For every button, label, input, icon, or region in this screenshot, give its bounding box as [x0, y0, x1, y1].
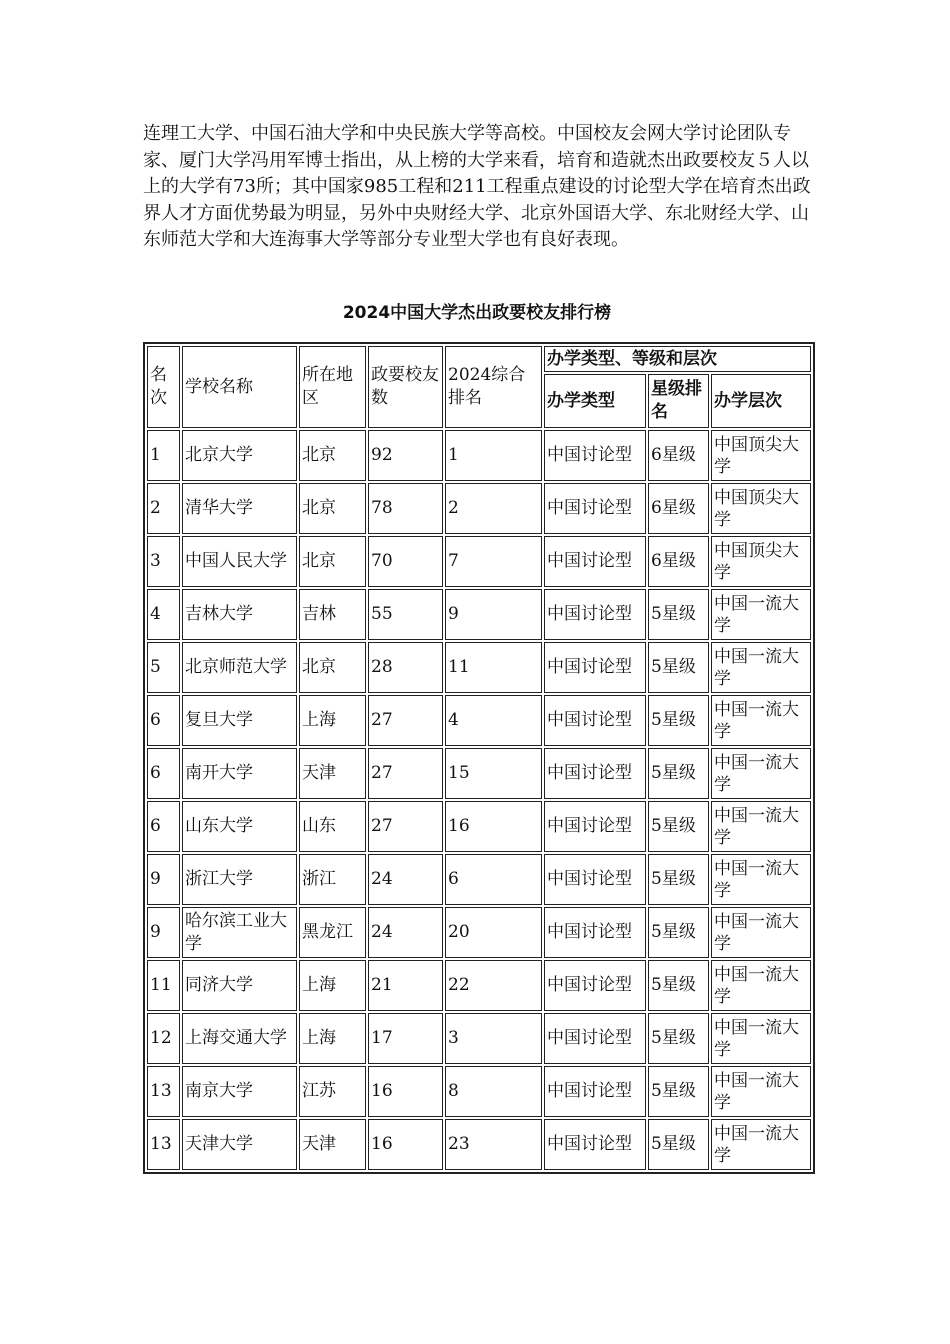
table-body	[147, 430, 811, 1170]
cell-overall: 15	[445, 748, 542, 799]
cell-region: 天津	[299, 748, 366, 799]
table-row	[147, 1066, 811, 1117]
cell-type: 中国讨论型	[544, 1119, 646, 1170]
cell-overall: 1	[445, 430, 542, 481]
header-overall: 2024综合排名	[445, 346, 542, 428]
cell-rank: 13	[147, 1119, 180, 1170]
cell-star: 5星级	[648, 960, 709, 1011]
cell-overall: 22	[445, 960, 542, 1011]
cell-name: 复旦大学	[182, 695, 297, 746]
table-row	[147, 907, 811, 958]
cell-name: 哈尔滨工业大学	[182, 907, 297, 958]
cell-star: 5星级	[648, 748, 709, 799]
cell-overall: 7	[445, 536, 542, 587]
cell-level: 中国一流大学	[711, 748, 811, 799]
cell-type: 中国讨论型	[544, 642, 646, 693]
table-row	[147, 1119, 811, 1170]
cell-star: 5星级	[648, 801, 709, 852]
cell-overall: 16	[445, 801, 542, 852]
cell-level: 中国一流大学	[711, 1119, 811, 1170]
cell-count: 92	[368, 430, 443, 481]
cell-star: 5星级	[648, 854, 709, 905]
cell-name: 北京大学	[182, 430, 297, 481]
table-row	[147, 748, 811, 799]
cell-level: 中国顶尖大学	[711, 483, 811, 534]
header-group: 办学类型、等级和层次	[544, 346, 811, 372]
cell-level: 中国顶尖大学	[711, 536, 811, 587]
cell-count: 17	[368, 1013, 443, 1064]
table-title: 2024中国大学杰出政要校友排行榜	[342, 303, 612, 323]
cell-region: 吉林	[299, 589, 366, 640]
header-type: 办学类型	[544, 374, 646, 428]
cell-overall: 23	[445, 1119, 542, 1170]
cell-count: 28	[368, 642, 443, 693]
table-row	[147, 695, 811, 746]
cell-star: 5星级	[648, 642, 709, 693]
table-row	[147, 589, 811, 640]
cell-type: 中国讨论型	[544, 1066, 646, 1117]
cell-type: 中国讨论型	[544, 589, 646, 640]
cell-name: 北京师范大学	[182, 642, 297, 693]
table-row	[147, 430, 811, 481]
cell-type: 中国讨论型	[544, 854, 646, 905]
cell-rank: 1	[147, 430, 180, 481]
cell-rank: 3	[147, 536, 180, 587]
header-rank: 名次	[147, 346, 180, 428]
cell-region: 浙江	[299, 854, 366, 905]
cell-level: 中国一流大学	[711, 1013, 811, 1064]
cell-name: 天津大学	[182, 1119, 297, 1170]
cell-region: 江苏	[299, 1066, 366, 1117]
cell-count: 70	[368, 536, 443, 587]
cell-name: 山东大学	[182, 801, 297, 852]
table-row	[147, 854, 811, 905]
cell-region: 北京	[299, 642, 366, 693]
cell-rank: 9	[147, 907, 180, 958]
cell-rank: 6	[147, 801, 180, 852]
cell-region: 上海	[299, 960, 366, 1011]
cell-level: 中国一流大学	[711, 695, 811, 746]
cell-rank: 11	[147, 960, 180, 1011]
header-level: 办学层次	[711, 374, 811, 428]
cell-region: 北京	[299, 536, 366, 587]
cell-star: 6星级	[648, 483, 709, 534]
ranking-table	[143, 342, 815, 1174]
cell-overall: 11	[445, 642, 542, 693]
cell-count: 16	[368, 1119, 443, 1170]
cell-rank: 13	[147, 1066, 180, 1117]
cell-star: 5星级	[648, 695, 709, 746]
table-row	[147, 536, 811, 587]
cell-region: 黑龙江	[299, 907, 366, 958]
table-row	[147, 801, 811, 852]
cell-count: 78	[368, 483, 443, 534]
cell-name: 同济大学	[182, 960, 297, 1011]
cell-type: 中国讨论型	[544, 960, 646, 1011]
cell-region: 上海	[299, 1013, 366, 1064]
cell-rank: 6	[147, 748, 180, 799]
cell-count: 55	[368, 589, 443, 640]
header-count: 政要校友数	[368, 346, 443, 428]
cell-level: 中国一流大学	[711, 642, 811, 693]
header-region: 所在地区	[299, 346, 366, 428]
cell-star: 6星级	[648, 536, 709, 587]
cell-region: 北京	[299, 483, 366, 534]
cell-count: 27	[368, 695, 443, 746]
cell-level: 中国顶尖大学	[711, 430, 811, 481]
cell-name: 南开大学	[182, 748, 297, 799]
table-row	[147, 960, 811, 1011]
header-star: 星级排名	[648, 374, 709, 428]
cell-overall: 4	[445, 695, 542, 746]
cell-star: 6星级	[648, 430, 709, 481]
cell-region: 北京	[299, 430, 366, 481]
cell-type: 中国讨论型	[544, 430, 646, 481]
cell-name: 吉林大学	[182, 589, 297, 640]
cell-type: 中国讨论型	[544, 483, 646, 534]
cell-overall: 8	[445, 1066, 542, 1117]
cell-count: 21	[368, 960, 443, 1011]
cell-region: 上海	[299, 695, 366, 746]
cell-count: 16	[368, 1066, 443, 1117]
cell-overall: 2	[445, 483, 542, 534]
cell-level: 中国一流大学	[711, 854, 811, 905]
cell-rank: 4	[147, 589, 180, 640]
cell-region: 山东	[299, 801, 366, 852]
cell-star: 5星级	[648, 1066, 709, 1117]
cell-rank: 12	[147, 1013, 180, 1064]
cell-rank: 2	[147, 483, 180, 534]
cell-name: 上海交通大学	[182, 1013, 297, 1064]
cell-type: 中国讨论型	[544, 907, 646, 958]
cell-rank: 5	[147, 642, 180, 693]
cell-overall: 3	[445, 1013, 542, 1064]
cell-rank: 6	[147, 695, 180, 746]
cell-star: 5星级	[648, 907, 709, 958]
cell-level: 中国一流大学	[711, 801, 811, 852]
table-row	[147, 1013, 811, 1064]
cell-level: 中国一流大学	[711, 960, 811, 1011]
cell-region: 天津	[299, 1119, 366, 1170]
cell-overall: 20	[445, 907, 542, 958]
cell-overall: 9	[445, 589, 542, 640]
cell-type: 中国讨论型	[544, 801, 646, 852]
cell-overall: 6	[445, 854, 542, 905]
cell-type: 中国讨论型	[544, 748, 646, 799]
table-row	[147, 483, 811, 534]
cell-count: 24	[368, 854, 443, 905]
cell-level: 中国一流大学	[711, 589, 811, 640]
cell-level: 中国一流大学	[711, 907, 811, 958]
cell-name: 清华大学	[182, 483, 297, 534]
cell-star: 5星级	[648, 589, 709, 640]
cell-name: 南京大学	[182, 1066, 297, 1117]
cell-level: 中国一流大学	[711, 1066, 811, 1117]
cell-count: 24	[368, 907, 443, 958]
cell-type: 中国讨论型	[544, 536, 646, 587]
intro-paragraph: 连理工大学、中国石油大学和中央民族大学等高校。中国校友会网大学讨论团队专家、厦门大学冯用军博士指出，从上榜的大学来看，培育和造就杰出政要校友５人以上的大学有73所；其中国家985工程和211工程重点建设的讨论型大学在培育杰出政界人才方面优势最为明显，另外中央财经大学、北京外国语大学、东北财经大学、山东师范大学和大连海事大学等部分专业型大学也有良好表现。	[143, 123, 811, 250]
header-name: 学校名称	[182, 346, 297, 428]
cell-count: 27	[368, 801, 443, 852]
cell-type: 中国讨论型	[544, 1013, 646, 1064]
cell-star: 5星级	[648, 1013, 709, 1064]
cell-rank: 9	[147, 854, 180, 905]
table-row	[147, 642, 811, 693]
cell-name: 中国人民大学	[182, 536, 297, 587]
cell-star: 5星级	[648, 1119, 709, 1170]
cell-name: 浙江大学	[182, 854, 297, 905]
cell-type: 中国讨论型	[544, 695, 646, 746]
cell-count: 27	[368, 748, 443, 799]
